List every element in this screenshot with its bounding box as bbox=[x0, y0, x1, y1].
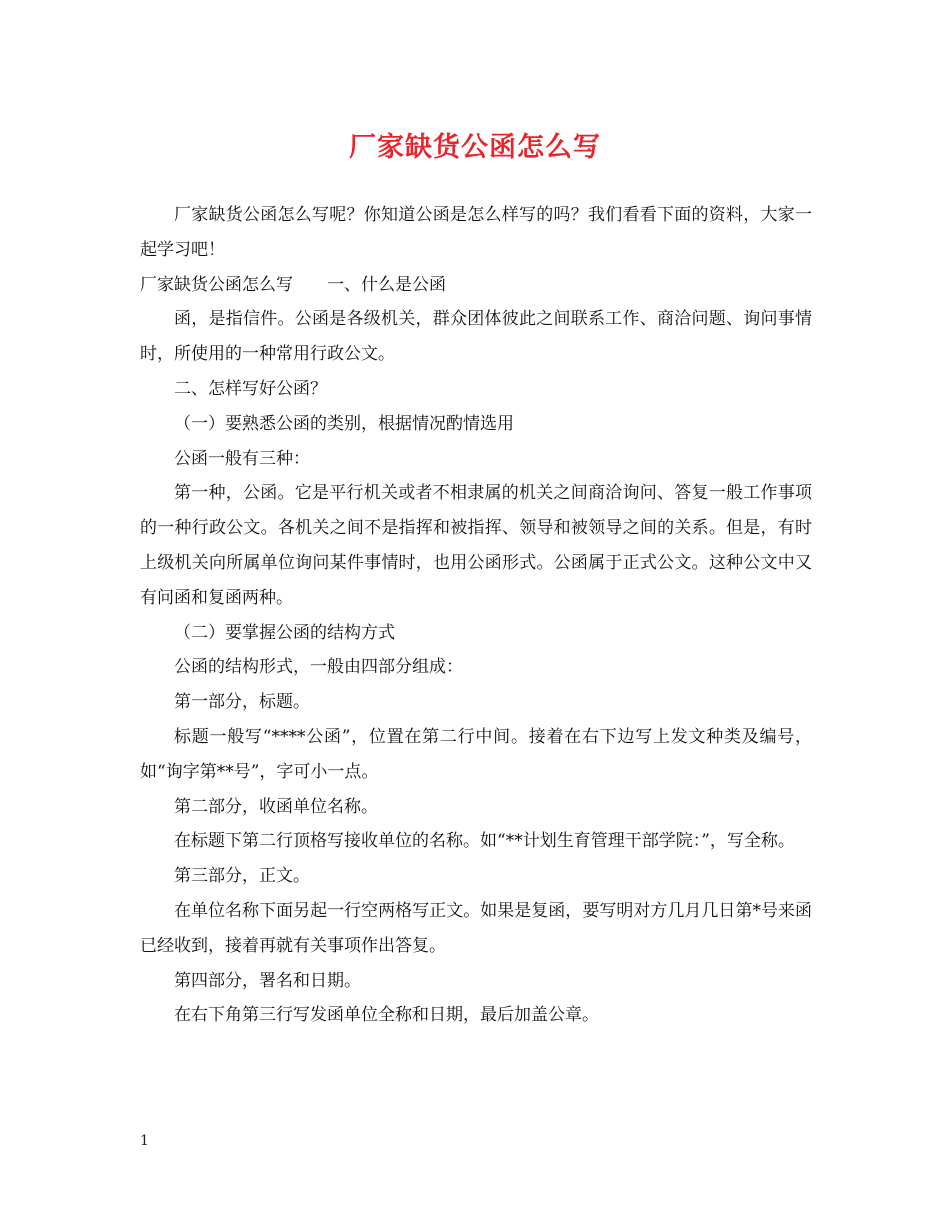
subsection-heading: （二）要掌握公函的结构方式 bbox=[174, 622, 395, 643]
paragraph: 在标题下第二行顶格写接收单位的名称。如“**计划生育管理干部学院：”，写全称。 bbox=[174, 831, 795, 852]
section-heading: 二、怎样写好公函？ bbox=[174, 378, 327, 399]
paragraph: 第二部分，收函单位名称。 bbox=[174, 796, 378, 817]
paragraph: 在右下角第三行写发函单位全称和日期，最后加盖公章。 bbox=[174, 1005, 599, 1026]
paragraph: 在单位名称下面另起一行空两格写正文。如果是复函，要写明对方几月几日第*号来函已经收到，接着再就有关事项作出答复。 bbox=[140, 900, 812, 956]
document-title: 厂家缺货公函怎么写 bbox=[349, 132, 601, 163]
paragraph: 第一部分，标题。 bbox=[174, 692, 310, 713]
paragraph: 标题一般写“****公函”，位置在第二行中间。接着在右下边写上发文种类及编号，如“询字第**号”，字可小一点。 bbox=[140, 726, 812, 782]
paragraph: 第三部分，正文。 bbox=[174, 866, 310, 887]
paragraph: 第一种，公函。它是平行机关或者不相隶属的机关之间商洽询问、答复一般工作事项的一种行政公文。各机关之间不是指挥和被指挥、领导和被领导之间的关系。但是，有时上级机关向所属单位询问某件事情时，也用公函形式。公函属于正式公文。这种公文中又有问函和复函两种。 bbox=[140, 483, 812, 608]
paragraph: 公函一般有三种： bbox=[174, 448, 310, 469]
page-number: 1 bbox=[140, 1133, 149, 1149]
paragraph: 厂家缺货公函怎么写 一、什么是公函 bbox=[140, 274, 446, 295]
paragraph: 公函的结构形式，一般由四部分组成： bbox=[174, 657, 463, 678]
paragraph: 第四部分，署名和日期。 bbox=[174, 970, 361, 991]
paragraph: 厂家缺货公函怎么写呢？你知道公函是怎么样写的吗？我们看看下面的资料，大家一起学习吧！ bbox=[140, 205, 812, 260]
document-body bbox=[140, 198, 812, 1033]
paragraph: 函，是指信件。公函是各级机关，群众团体彼此之间联系工作、商洽问题、询问事情时，所使用的一种常用行政公文。 bbox=[140, 309, 812, 365]
subsection-heading: （一）要熟悉公函的类别，根据情况酌情选用 bbox=[174, 413, 514, 434]
